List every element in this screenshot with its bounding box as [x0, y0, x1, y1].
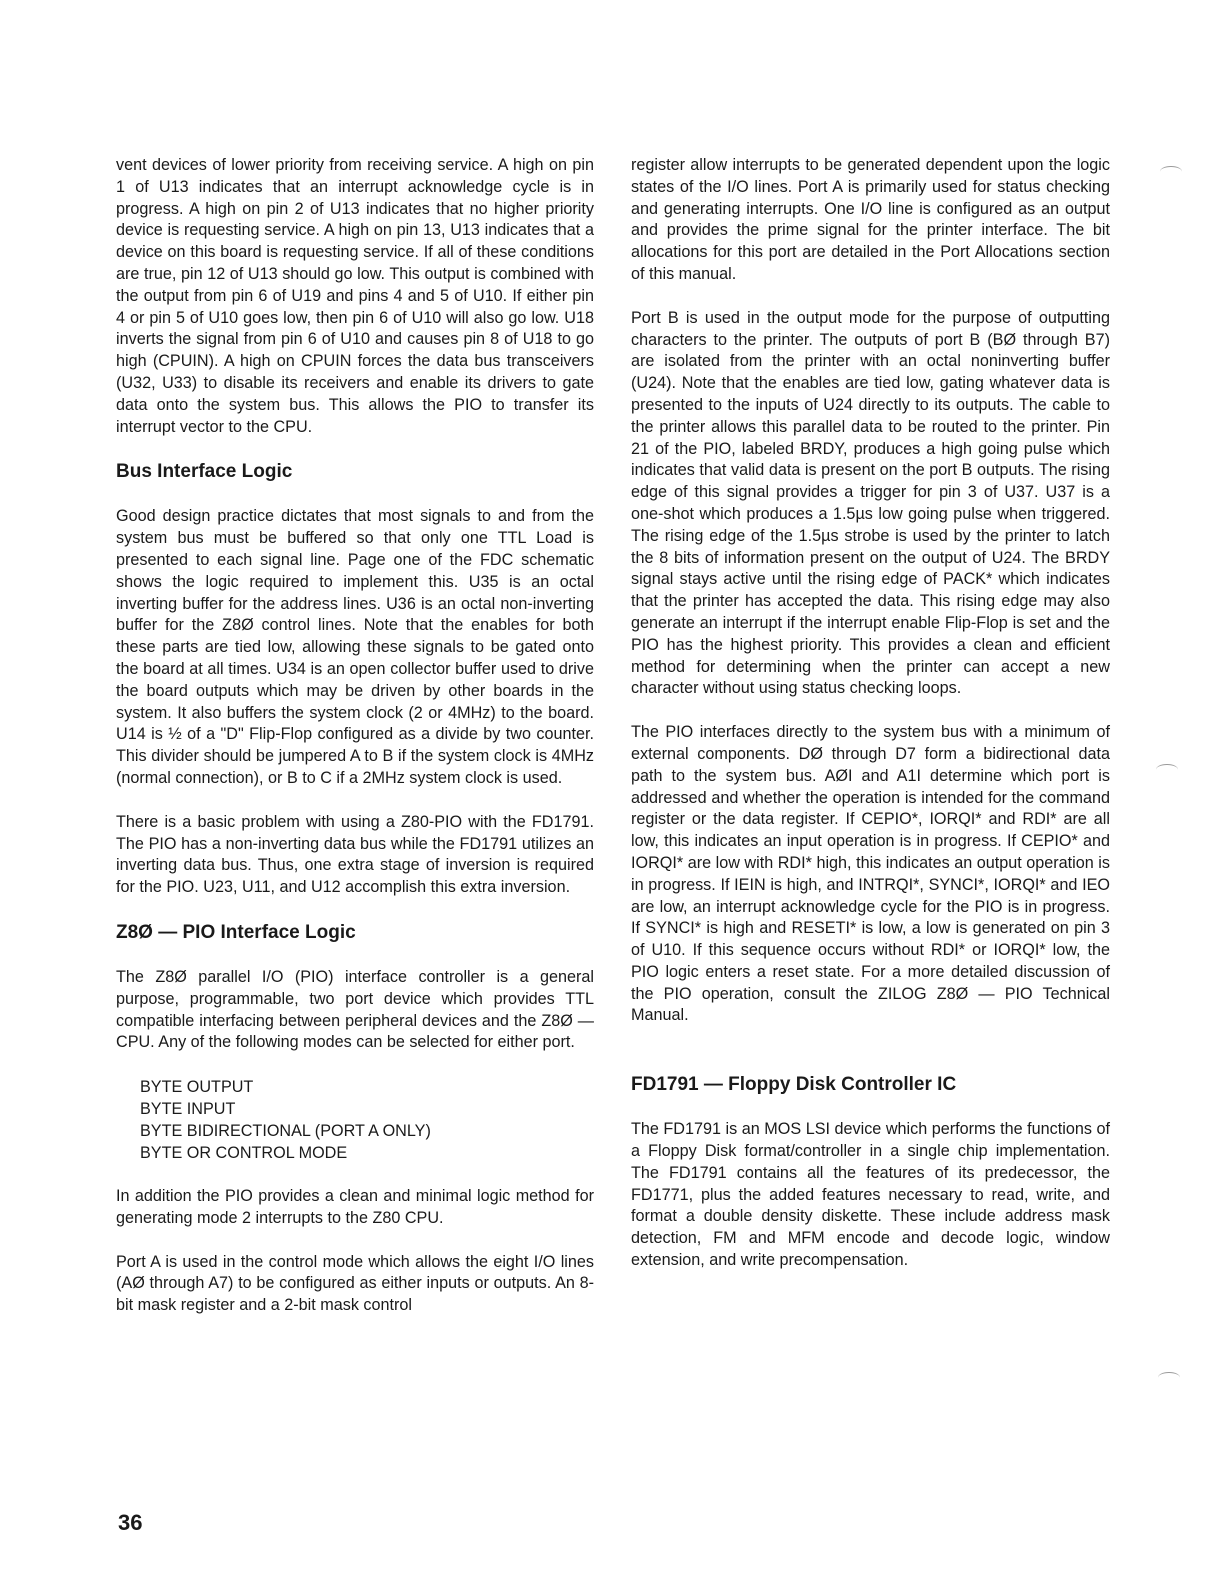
paragraph: Good design practice dictates that most signals to and from the system bus must be buffered so that only one TTL Load is presented to each signal line. Page one of the FDC schematic shows the logic required to implement this. U35 is an octal inverting buffer for the address lines. U36 is an octal non-inverting buffer for the Z8Ø control lines. Note that the enables for both these parts are tied low, allowing these signals to be gated onto the board at all times. U34 is an open collector buffer used to drive the board outputs which may be driven by other boards in the system. It also buffers the system clock (2 or 4MHz) to the board. U14 is ½ of a "D" Flip-Flop configured as a divide by two counter. This divider should be jumpered A to B if the system clock is 4MHz (normal connection), or B to C if a 2MHz system clock is used.	[116, 507, 594, 787]
paragraph: register allow interrupts to be generated dependent upon the logic states of the I/O lines. Port A is primarily used for status checking and generating interrupts. One I/O line is configured as an output and provides the prime signal for the printer interface. The bit allocations for this port are detailed in the Port Allocations section of this manual.	[631, 156, 1110, 283]
section-heading: FD1791 — Floppy Disk Controller IC	[631, 1074, 957, 1096]
paragraph: There is a basic problem with using a Z80-PIO with the FD1791. The PIO has a non-inverting data bus while the FD1791 utilizes an inverting data bus. Thus, one extra stage of inversion is required for the PIO. U23, U11, and U12 accomplish this extra inversion.	[116, 812, 594, 897]
scan-artifact	[1158, 1372, 1180, 1383]
paragraph: The PIO interfaces directly to the system bus with a minimum of external components. DØ through D7 form a bidirectional data path to the system bus. AØI and A1I determine which port is addressed and whether the operation is intended for the command register or the data register. If CEPIO*, IORQI* and RDI* are all low, this indicates an input operation is in progress. If CEPIO* and IORQI* are low with RDI* high, this indicates an output operation is in progress. If IEIN is high, and INTRQI*, SYNCI*, IORQI* and IEO are low, an interrupt acknowledge cycle for the PIO is in progress. If SYNCI* is high and RESETI* is low, a low is generated on pin 3 of U10. If this sequence occurs without RDI* or IORQI* low, the PIO logic enters a reset state. For a more detailed discussion of the PIO operation, consult the ZILOG Z8Ø — PIO Technical Manual.	[631, 723, 1110, 1025]
paragraph: Port B is used in the output mode for the purpose of outputting characters to the printer. The outputs of port B (BØ through B7) are isolated from the printer with an octal noninverting buffer (U24). Note that the enables are tied low, gating whatever data is presented to the inputs of U24 directly to its outputs. The cable to the printer allows this parallel data to be routed to the printer. Pin 21 of the PIO, labeled BRDY, produces a high going pulse which indicates that valid data is present on the port B outputs. The rising edge of this signal provides a trigger for pin 3 of U37. U37 is a one-shot which produces a 1.5µs low going pulse when triggered. The rising edge of the 1.5µs strobe is used by the printer to latch the 8 bits of information present on the output of U24. The BRDY signal stays active until the rising edge of PACK* which indicates that the printer has accepted the data. This rising edge may also generate an interrupt if the interrupt enable Flip-Flop is set and the PIO has the highest priority. This provides a clean and efficient method for determining when the printer can accept a new character without using status checking loops.	[631, 308, 1110, 698]
paragraph: The Z8Ø parallel I/O (PIO) interface controller is a general purpose, programmable, two port device which provides TTL compatible interfacing between peripheral devices and the Z8Ø —CPU. Any of the following modes can be selected for either port.	[116, 967, 594, 1052]
right-column	[631, 155, 1110, 1294]
mode-list	[140, 1076, 594, 1164]
scan-artifact	[1160, 166, 1182, 177]
paragraph: vent devices of lower priority from receiving service. A high on pin 1 of U13 indicates that an interrupt acknowledge cycle is in progress. A high on pin 2 of U13 indicates that no higher priority device is requesting service. A high on pin 13, U13 indicates that a device on this board is requesting service. If all of these conditions are true, pin 12 of U13 should go low. This output is combined with the output from pin 6 of U19 and pins 4 and 5 of U10. If either pin 4 or pin 5 of U10 goes low, then pin 6 of U10 will also go low. U18 inverts the signal from pin 6 of U10 and causes pin 8 of U18 to go high (CPUIN). A high on CPUIN forces the data bus transceivers (U32, U33) to disable its receivers and enable its drivers to gate data onto the system bus. This allows the PIO to transfer its interrupt vector to the CPU.	[116, 156, 594, 436]
mode-item: BYTE OUTPUT	[140, 1078, 254, 1097]
mode-item: BYTE OR CONTROL MODE	[140, 1144, 348, 1163]
paragraph: In addition the PIO provides a clean and minimal logic method for generating mode 2 interrupts to the Z80 CPU.	[116, 1187, 594, 1227]
section-heading: Bus Interface Logic	[116, 461, 293, 483]
paragraph: Port A is used in the control mode which allows the eight I/O lines (AØ through A7) to be configured as either inputs or outputs. An 8-bit mask register and a 2-bit mask control	[116, 1252, 594, 1315]
page-number: 36	[118, 1510, 143, 1535]
mode-item: BYTE INPUT	[140, 1100, 236, 1119]
left-column	[116, 155, 594, 1339]
paragraph: The FD1791 is an MOS LSI device which performs the functions of a Floppy Disk format/controller in a single chip implementation. The FD1791 contains all the features of its predecessor, the FD1771, plus the added features necessary to read, write, and format a double density diskette. These include address mask detection, FM and MFM encode and decode logic, window extension, and write precompensation.	[631, 1120, 1110, 1270]
scan-artifact	[1156, 764, 1178, 775]
section-heading: Z8Ø — PIO Interface Logic	[116, 921, 356, 943]
mode-item: BYTE BIDIRECTIONAL (PORT A ONLY)	[140, 1122, 431, 1141]
